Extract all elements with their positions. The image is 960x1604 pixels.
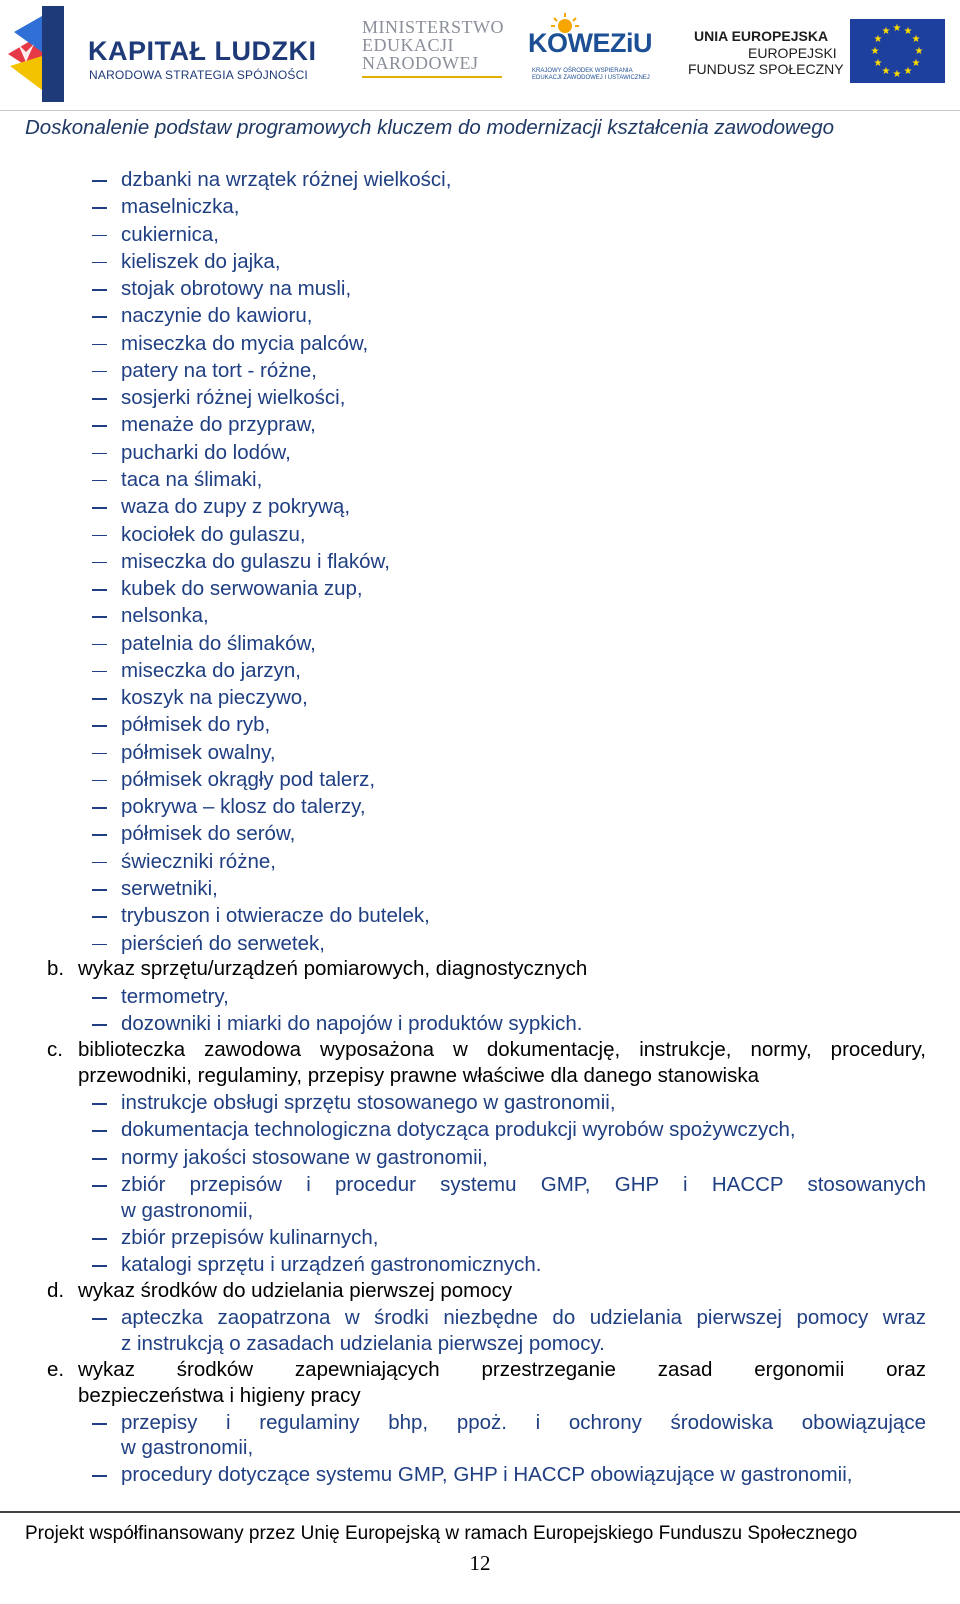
page-number: 12 — [469, 1551, 491, 1575]
list-dash-icon — [92, 235, 107, 237]
list-dash-icon — [92, 834, 107, 836]
list-item: patelnia do ślimaków, — [121, 631, 316, 655]
list-item: patery na tort - różne, — [121, 358, 317, 382]
list-dash-icon — [92, 453, 107, 455]
section-c-heading-line-2: przewodniki, regulaminy, przepisy prawne właściwe dla danego stanowiska — [78, 1064, 760, 1087]
list-item: pokrywa – klosz do talerzy, — [121, 795, 366, 819]
list-dash-icon — [92, 862, 107, 864]
koweziu-subtitle — [532, 68, 650, 82]
eu-flag-icon — [850, 19, 945, 83]
list-item: miseczka do gulaszu i flaków, — [121, 549, 390, 573]
list-item: dokumentacja technologiczna dotycząca produkcji wyrobów spożywczych, — [121, 1118, 796, 1141]
list-item: sosjerki różnej wielkości, — [121, 386, 346, 410]
ministerstwo-divider — [362, 76, 502, 78]
list-dash-icon — [92, 262, 107, 264]
list-item: nelsonka, — [121, 604, 209, 628]
ministerstwo-line-1: MINISTERSTWO — [362, 17, 504, 37]
list-dash-icon — [92, 562, 107, 564]
list-dash-icon — [92, 398, 107, 400]
list-dash-icon — [92, 616, 107, 618]
list-dash-icon — [92, 753, 107, 755]
list-item: pucharki do lodów, — [121, 440, 291, 464]
list-item: półmisek owalny, — [121, 740, 276, 764]
list-dash-icon — [92, 889, 107, 891]
footer-text: Projekt współfinansowany przez Unię Europejską w ramach Europejskiego Funduszu Społecznego — [25, 1523, 858, 1544]
list-dash-icon — [92, 344, 107, 346]
svg-text:★: ★ — [881, 66, 891, 77]
list-item: kubek do serwowania zup, — [121, 577, 363, 601]
list-dash-icon — [92, 997, 107, 999]
koweziu-subtitle-line-1: KRAJOWY OŚRODEK WSPIERANIA — [532, 68, 633, 74]
list-item: półmisek okrągły pod talerz, — [121, 767, 376, 791]
list-item: stojak obrotowy na musli, — [121, 277, 352, 301]
list-item: instrukcje obsługi sprzętu stosowanego w gastronomii, — [121, 1091, 616, 1114]
ue-efs-logo — [688, 23, 960, 94]
document-title: Doskonalenie podstaw programowych kluczem do modernizacji kształcenia zawodowego — [25, 116, 835, 139]
kapital-ludzki-logo — [4, 4, 317, 104]
ue-line-3: FUNDUSZ SPOŁECZNY — [688, 61, 844, 77]
koweziu-title: KOWEZiU — [528, 28, 652, 58]
section-b-heading: wykaz sprzętu/urządzeń pomiarowych, diagnostycznych — [78, 957, 588, 980]
list-item: półmisek do ryb, — [121, 713, 271, 737]
list-dash-icon — [92, 916, 107, 918]
list-item: trybuszon i otwieracze do butelek, — [121, 904, 430, 928]
list-item: przepisy i regulaminy bhp, ppoż. i ochrony środowiska obowiązujące — [121, 1411, 926, 1434]
list-dash-icon — [92, 698, 107, 700]
koweziu-logo — [528, 18, 658, 88]
list-item: dozowniki i miarki do napojów i produktów sypkich. — [121, 1012, 583, 1035]
section-c-heading-line-1: biblioteczka zawodowa wyposażona w dokumentację, instrukcje, normy, procedury, — [78, 1038, 926, 1061]
list-dash-icon — [92, 1103, 107, 1105]
list-item: apteczka zaopatrzona w środki niezbędne do udzielania pierwszej pomocy wraz — [121, 1306, 926, 1329]
koweziu-subtitle-line-2: EDUKACJI ZAWODOWEJ I USTAWICZNEJ — [532, 75, 650, 81]
footer-divider — [0, 1511, 960, 1513]
svg-text:★: ★ — [911, 58, 921, 69]
list-dash-icon — [92, 807, 107, 809]
section-d-label: d. — [47, 1279, 65, 1302]
list-dash-icon — [92, 535, 107, 537]
list-dash-icon — [92, 725, 107, 727]
list-dash-icon — [92, 1185, 107, 1187]
svg-text:★: ★ — [873, 34, 883, 45]
list-item: zbiór przepisów kulinarnych, — [121, 1226, 379, 1249]
list-dash-icon — [92, 671, 107, 673]
list-dash-icon — [92, 1265, 107, 1267]
list-dash-icon — [92, 507, 107, 509]
section-e-heading-line-2: bezpieczeństwa i higieny pracy — [78, 1384, 361, 1407]
list-dash-icon — [92, 480, 107, 482]
eu-stars-icon — [850, 19, 945, 83]
list-item: półmisek do serów, — [121, 822, 296, 846]
list-dash-icon — [92, 589, 107, 591]
list-dash-icon — [92, 316, 107, 318]
list-item: naczynie do kawioru, — [121, 304, 313, 328]
list-dash-icon — [92, 780, 107, 782]
list-dash-icon — [92, 425, 107, 427]
ministerstwo-line-3: NARODOWEJ — [362, 53, 479, 73]
list-item: taca na ślimaki, — [121, 467, 263, 491]
kapital-ludzki-subtitle: NARODOWA STRATEGIA SPÓJNOŚCI — [89, 68, 308, 82]
list-dash-icon — [92, 207, 107, 209]
ministerstwo-logo — [362, 18, 512, 88]
list-item: procedury dotyczące systemu GMP, GHP i HACCP obowiązujące w gastronomii, — [121, 1463, 853, 1486]
ministerstwo-line-2: EDUKACJI — [362, 35, 454, 55]
list-item: kieliszek do jajka, — [121, 249, 281, 273]
list-item: pierścień do serwetek, — [121, 931, 325, 955]
kapital-ludzki-emblem-icon — [4, 4, 74, 104]
section-e-heading-line-1: wykaz środków zapewniających przestrzeganie zasad ergonomii oraz — [78, 1358, 926, 1381]
list-dash-icon — [92, 180, 107, 182]
section-e-label: e. — [47, 1358, 65, 1381]
list-item-continuation: w gastronomii, — [121, 1199, 254, 1222]
header-divider — [0, 110, 960, 111]
section-c-label: c. — [47, 1038, 63, 1061]
list-item: miseczka do mycia palców, — [121, 331, 369, 355]
list-item: kociołek do gulaszu, — [121, 522, 306, 546]
list-item: świeczniki różne, — [121, 849, 276, 873]
list-dash-icon — [92, 944, 107, 946]
list-item: menaże do przypraw, — [121, 413, 316, 437]
svg-text:★: ★ — [903, 66, 913, 77]
list-dash-icon — [92, 1475, 107, 1477]
svg-text:★: ★ — [892, 69, 902, 80]
ue-line-2: EUROPEJSKI — [748, 45, 837, 61]
list-item: serwetniki, — [121, 877, 218, 901]
header-logos — [0, 0, 960, 112]
svg-text:★: ★ — [914, 46, 924, 57]
ue-line-1: UNIA EUROPEJSKA — [694, 28, 829, 44]
list-item: dzbanki na wrzątek różnej wielkości, — [121, 168, 452, 191]
list-item: katalogi sprzętu i urządzeń gastronomicznych. — [121, 1253, 542, 1276]
svg-text:★: ★ — [873, 58, 883, 69]
svg-text:★: ★ — [892, 23, 902, 34]
section-b-label: b. — [47, 957, 65, 980]
list-item: maselniczka, — [121, 195, 240, 219]
list-dash-icon — [92, 371, 107, 373]
list-item: zbiór przepisów i procedur systemu GMP, GHP i HACCP stosowanych — [121, 1173, 926, 1196]
list-dash-icon — [92, 644, 107, 646]
list-dash-icon — [92, 289, 107, 291]
list-item: miseczka do jarzyn, — [121, 658, 302, 682]
list-dash-icon — [92, 1238, 107, 1240]
section-d-heading: wykaz środków do udzielania pierwszej pomocy — [78, 1279, 513, 1302]
svg-text:★: ★ — [903, 26, 913, 37]
list-item: koszyk na pieczywo, — [121, 686, 308, 710]
list-dash-icon — [92, 1024, 107, 1026]
list-dash-icon — [92, 1423, 107, 1425]
list-dash-icon — [92, 1158, 107, 1160]
list-item: termometry, — [121, 985, 229, 1008]
list-item: waza do zupy z pokrywą, — [121, 495, 351, 519]
svg-text:★: ★ — [911, 34, 921, 45]
list-item: normy jakości stosowane w gastronomii, — [121, 1146, 488, 1169]
kapital-ludzki-title: KAPITAŁ LUDZKI — [88, 36, 317, 66]
list-dash-icon — [92, 1130, 107, 1132]
list-item: cukiernica, — [121, 222, 219, 246]
svg-text:★: ★ — [870, 46, 880, 57]
list-dash-icon — [92, 1318, 107, 1320]
svg-text:★: ★ — [881, 26, 891, 37]
list-item-continuation: w gastronomii, — [121, 1436, 254, 1459]
list-item-continuation: z instrukcją o zasadach udzielania pierwszej pomocy. — [121, 1332, 605, 1355]
